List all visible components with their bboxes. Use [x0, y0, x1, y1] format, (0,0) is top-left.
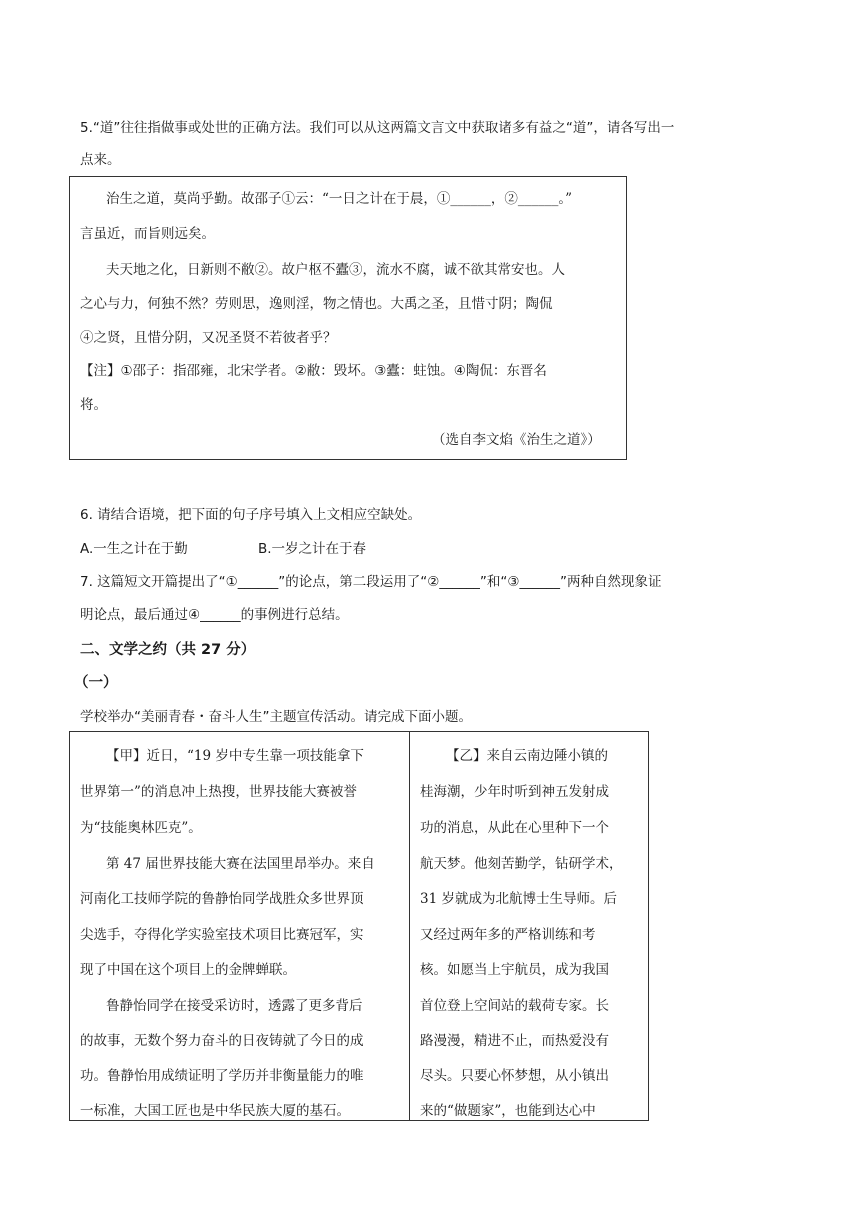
yi-line: 桂海潮，少年时听到神五发射成 — [420, 784, 609, 800]
yi-line: 又经过两年多的严格训练和考 — [420, 927, 596, 943]
passage-line: 夫天地之化，日新则不敝②。故户枢不蠹③，流水不腐，诚不欲其常安也。人 — [106, 262, 565, 278]
q7-line2: 明论点，最后通过④______的事例进行总结。 — [80, 607, 349, 623]
yi-line: 核。如愿当上宇航员，成为我国 — [420, 962, 609, 978]
section-title: 二、文学之约（共 27 分） — [80, 642, 256, 658]
yi-line: 【乙】来自云南边陲小镇的 — [446, 748, 608, 764]
column-divider — [409, 731, 410, 1121]
jia-line: 第 47 届世界技能大赛在法国里昂举办。来自 — [106, 856, 375, 872]
passage-note: 将。 — [80, 397, 107, 413]
q6-option-b: B.一岁之计在于春 — [258, 541, 367, 557]
jia-line: 现了中国在这个项目上的金牌蝉联。 — [80, 962, 296, 978]
yi-line: 来的“做题家”，也能到达心中 — [420, 1103, 596, 1119]
q7-line1: 7. 这篇短文开篇提出了“①______”的论点，第二段运用了“②______”和“③______”两种自然现象证 — [80, 574, 662, 590]
jia-line: 河南化工技师学院的鲁静怡同学战胜众多世界顶 — [80, 891, 364, 907]
yi-line: 路漫漫，精进不止，而热爱没有 — [420, 1033, 609, 1049]
q5-line1: 5.“道”往往指做事或处世的正确方法。我们可以从这两篇文言文中获取诸多有益之“道”，请各写出一 — [80, 120, 675, 136]
q6-text: 6. 请结合语境，把下面的句子序号填入上文相应空缺处。 — [80, 507, 422, 523]
section-intro: 学校举办“美丽青春・奋斗人生”主题宣传活动。请完成下面小题。 — [80, 709, 472, 725]
jia-line: 功。鲁静怡用成绩证明了学历并非衡量能力的唯 — [80, 1068, 364, 1084]
jia-line: 一标准，大国工匠也是中华民族大厦的基石。 — [80, 1103, 350, 1119]
yi-line: 首位登上空间站的载荷专家。长 — [420, 998, 609, 1014]
jia-line: 世界第一”的消息冲上热搜，世界技能大赛被誉 — [80, 784, 357, 800]
yi-line: 31 岁就成为北航博士生导师。后 — [420, 891, 617, 907]
yi-line: 尽头。只要心怀梦想，从小镇出 — [420, 1068, 609, 1084]
q5-line2: 点来。 — [80, 152, 121, 168]
passage-source: （选自李文焰《治生之道》） — [432, 432, 601, 448]
passage-note: 【注】①邵子：指邵雍，北宋学者。②敝：毁坏。③蠹：蛀蚀。④陶侃：东晋名 — [80, 363, 547, 379]
passage-line: ④之贤，且惜分阴，又况圣贤不若彼者乎？ — [80, 330, 337, 346]
jia-line: 的故事，无数个努力奋斗的日夜铸就了今日的成 — [80, 1033, 364, 1049]
jia-line: 鲁静怡同学在接受采访时，透露了更多背后 — [106, 998, 363, 1014]
yi-line: 航天梦。他刻苦勤学，钻研学术， — [420, 856, 623, 872]
yi-line: 功的消息，从此在心里种下一个 — [420, 820, 609, 836]
passage-line: 治生之道，莫尚乎勤。故邵子①云：“一日之计在于晨，①______，②______。” — [106, 191, 573, 207]
jia-line: 为“技能奥林匹克”。 — [80, 820, 202, 836]
passage-box — [69, 176, 627, 460]
jia-line: 尖选手，夺得化学实验室技术项目比赛冠军，实 — [80, 927, 364, 943]
passage-line: 之心与力，何独不然？劳则思，逸则淫，物之情也。大禹之圣，且惜寸阴；陶侃 — [80, 296, 553, 312]
q6-option-a: A.一生之计在于勤 — [80, 541, 188, 557]
section-subtitle: （一） — [74, 675, 118, 691]
passage-line: 言虽近，而旨则远矣。 — [80, 226, 215, 242]
jia-line: 【甲】近日，“19 岁中专生靠一项技能拿下 — [106, 748, 364, 764]
